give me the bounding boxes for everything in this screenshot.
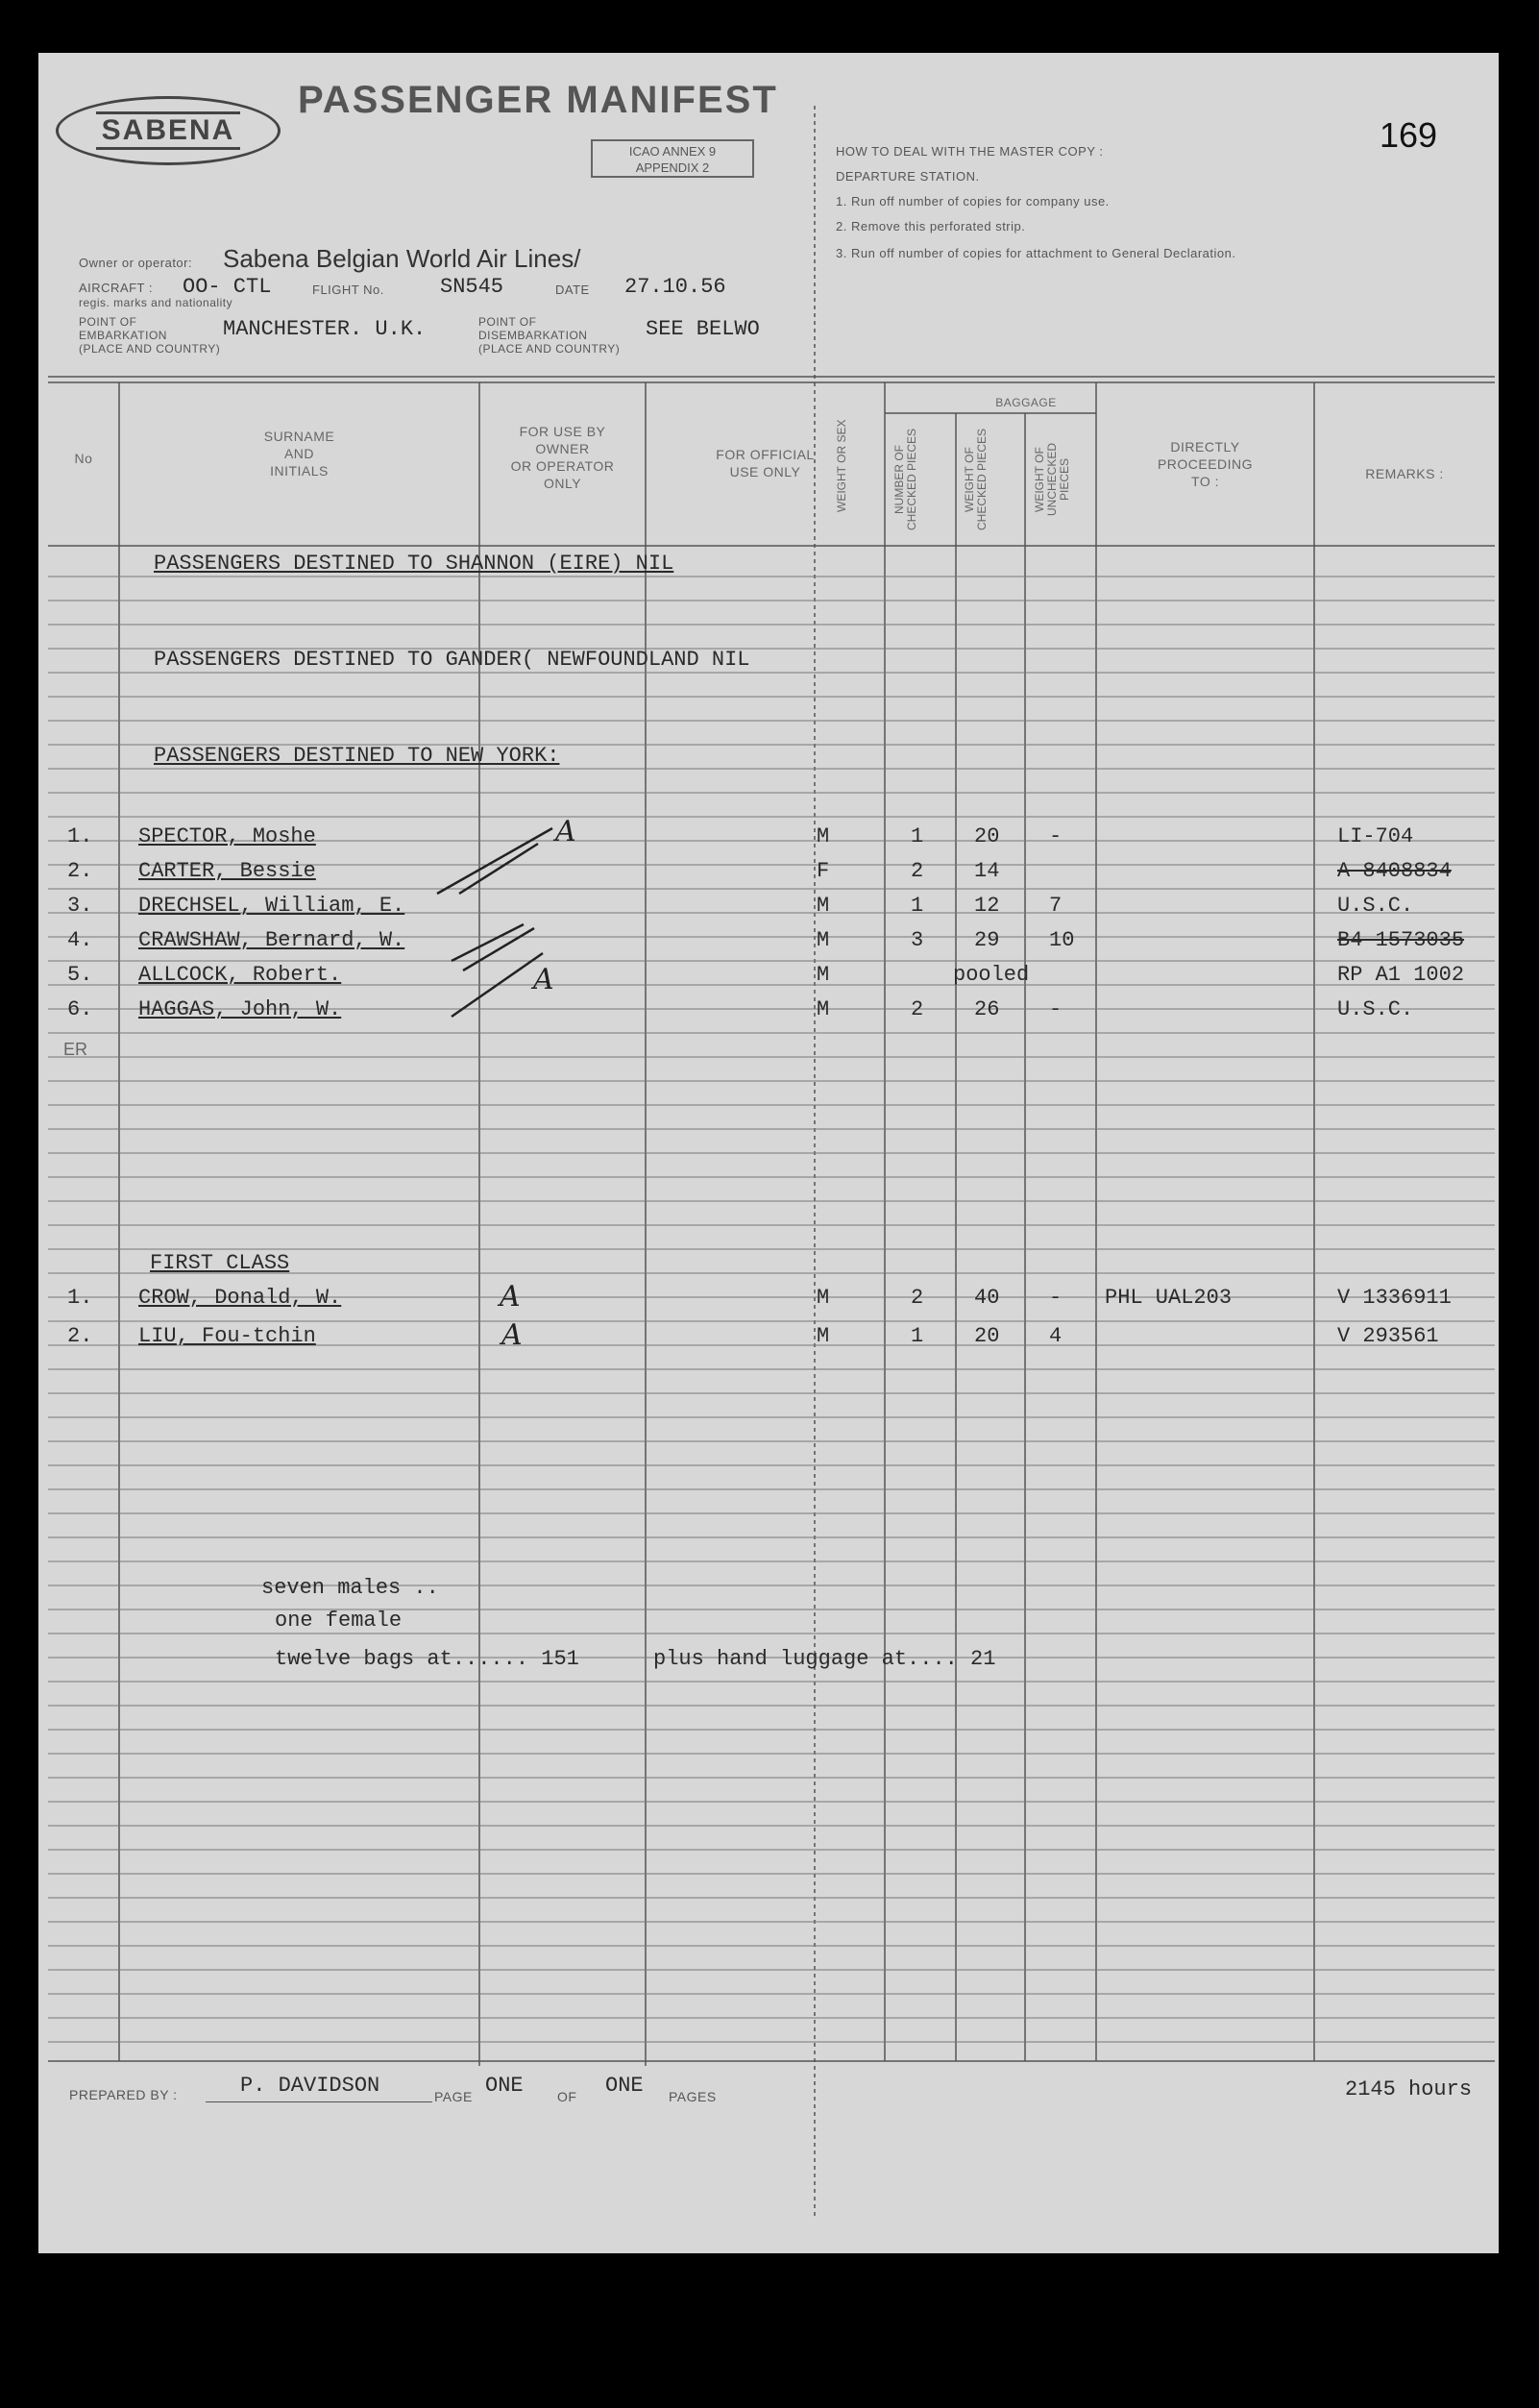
annotation-a-2: A	[533, 963, 554, 996]
cell-no: 3.	[67, 894, 93, 918]
summary-bags: twelve bags at...... 151	[275, 1647, 579, 1671]
col-baggage: BAGGAGE	[995, 396, 1057, 409]
cell-weight: 26	[974, 997, 1000, 1021]
icao-line2: APPENDIX 2	[635, 160, 710, 175]
date-label: DATE	[555, 283, 590, 297]
footer-time: 2145 hours	[1345, 2077, 1473, 2101]
of-value: ONE	[605, 2074, 644, 2098]
cell-name: HAGGAS, John, W.	[138, 997, 342, 1021]
annotation-a-1: A	[555, 815, 576, 848]
cell-no: 5.	[67, 963, 93, 987]
cell-sex: M	[817, 824, 830, 848]
cell-no: 2.	[67, 859, 93, 883]
embark-label1: POINT OF	[79, 315, 137, 329]
disembark-label3: (PLACE AND COUNTRY)	[478, 342, 621, 356]
cell-name: CROW, Donald, W.	[138, 1286, 342, 1310]
cell-name: CARTER, Bessie	[138, 859, 316, 883]
col-unchecked: WEIGHT OF UNCHECKED PIECES	[1033, 443, 1071, 517]
icao-box	[591, 139, 754, 178]
prepared-value: P. DAVIDSON	[240, 2074, 380, 2098]
cell-weight: 12	[974, 894, 1000, 918]
cell-weight: 29	[974, 928, 1000, 952]
cell-sex: F	[817, 859, 830, 883]
instruction-2: 2. Remove this perforated strip.	[836, 219, 1026, 233]
disembark-label1: POINT OF	[478, 315, 537, 329]
section-first-class: FIRST CLASS	[150, 1251, 290, 1275]
col-proceeding-2: PROCEEDING	[1157, 456, 1254, 472]
cell-name: CRAWSHAW, Bernard, W.	[138, 928, 405, 952]
col-surname-3: INITIALS	[270, 463, 329, 479]
cell-pieces: pooled	[953, 963, 1030, 987]
cell-weight: 20	[974, 1324, 1000, 1348]
instruction-3: 3. Run off number of copies for attachment to General Declaration.	[836, 246, 1236, 260]
cell-unchecked: 10	[1049, 928, 1075, 952]
cell-no: 4.	[67, 928, 93, 952]
cell-pieces: 2	[911, 997, 924, 1021]
summary-hand-luggage: plus hand luggage at.... 21	[653, 1647, 996, 1671]
cell-weight: 40	[974, 1286, 1000, 1310]
pages-label: PAGES	[669, 2089, 717, 2104]
cell-unchecked: -	[1049, 824, 1063, 848]
col-proceeding-3: TO :	[1191, 474, 1219, 489]
cell-no: 6.	[67, 997, 93, 1021]
cell-no: 1.	[67, 824, 93, 848]
icao-line1: ICAO ANNEX 9	[628, 144, 717, 159]
page-value: ONE	[485, 2074, 524, 2098]
stray-mark: ER	[63, 1040, 88, 1059]
cell-name: DRECHSEL, William, E.	[138, 894, 405, 918]
col-proceeding-1: DIRECTLY	[1170, 439, 1240, 455]
cell-remarks: LI-704	[1337, 824, 1414, 848]
cell-weight: 14	[974, 859, 1000, 883]
embark-label2: EMBARKATION	[79, 329, 167, 342]
col-owner-1: FOR USE BY	[519, 424, 606, 439]
cell-proceeding: PHL UAL203	[1105, 1286, 1233, 1310]
prepared-label: PREPARED BY :	[69, 2087, 178, 2102]
cell-sex: M	[817, 997, 830, 1021]
flight-label: FLIGHT No.	[312, 283, 384, 297]
document-title: PASSENGER MANIFEST	[298, 79, 778, 121]
cell-unchecked: -	[1049, 997, 1063, 1021]
sabena-logo: SABENA	[56, 96, 281, 165]
col-owner-3: OR OPERATOR	[510, 458, 615, 474]
embark-label3: (PLACE AND COUNTRY)	[79, 342, 221, 356]
instruction-1: 1. Run off number of copies for company use.	[836, 194, 1110, 209]
cell-pieces: 1	[911, 894, 924, 918]
col-proceeding	[1096, 438, 1314, 490]
cell-pieces: 2	[911, 859, 924, 883]
cell-pieces: 2	[911, 1286, 924, 1310]
master-copy-title: HOW TO DEAL WITH THE MASTER COPY :	[836, 144, 1104, 159]
col-official-1: FOR OFFICIAL	[716, 447, 815, 462]
col-checked-pieces: NUMBER OF CHECKED PIECES	[892, 428, 918, 531]
col-owner-4: ONLY	[543, 476, 582, 491]
disembark-label2: DISEMBARKATION	[478, 329, 588, 342]
col-no: No	[74, 451, 93, 466]
section-shannon: PASSENGERS DESTINED TO SHANNON (EIRE) NIL	[154, 552, 674, 576]
aircraft-value: OO- CTL	[183, 275, 272, 299]
cell-unchecked: 7	[1049, 894, 1063, 918]
col-checked-weight: WEIGHT OF CHECKED PIECES	[963, 428, 989, 531]
cell-remarks: U.S.C.	[1337, 894, 1414, 918]
cell-sex: M	[817, 928, 830, 952]
cell-remarks: U.S.C.	[1337, 997, 1414, 1021]
cell-pieces: 1	[911, 1324, 924, 1348]
cell-remarks: RP A1 1002	[1337, 963, 1465, 987]
departure-station: DEPARTURE STATION.	[836, 169, 980, 184]
cell-sex: M	[817, 894, 830, 918]
cell-name: SPECTOR, Moshe	[138, 824, 316, 848]
cell-name: ALLCOCK, Robert.	[138, 963, 342, 987]
prepared-line	[206, 2101, 432, 2102]
cell-pieces: 3	[911, 928, 924, 952]
cell-sex: M	[817, 963, 830, 987]
col-owner-2: OWNER	[535, 441, 590, 456]
page-label: PAGE	[434, 2089, 473, 2104]
aircraft-sub: regis. marks and nationality	[79, 296, 233, 309]
section-newyork: PASSENGERS DESTINED TO NEW YORK:	[154, 744, 560, 768]
embark-value: MANCHESTER. U.K.	[223, 317, 427, 341]
summary-males: seven males ..	[261, 1576, 439, 1600]
aircraft-label: AIRCRAFT :	[79, 281, 153, 295]
cell-sex: M	[817, 1324, 830, 1348]
cell-weight: 20	[974, 824, 1000, 848]
disembark-value: SEE BELWO	[646, 317, 760, 341]
col-surname-1: SURNAME	[263, 429, 335, 444]
col-owner	[479, 423, 646, 492]
col-official-2: USE ONLY	[729, 464, 801, 479]
col-surname-2: AND	[283, 446, 315, 461]
cell-pieces: 1	[911, 824, 924, 848]
section-gander: PASSENGERS DESTINED TO GANDER( NEWFOUNDLAND NIL	[154, 648, 750, 672]
col-weight-sex: WEIGHT OR SEX	[835, 419, 848, 513]
col-surname	[119, 428, 479, 479]
cell-unchecked: -	[1049, 1286, 1063, 1310]
cell-no: 2.	[67, 1324, 93, 1348]
cell-no: 1.	[67, 1286, 93, 1310]
cell-remarks: B4 1573035	[1337, 928, 1465, 952]
annotation-a-4: A	[501, 1318, 523, 1352]
cell-remarks: V 1336911	[1337, 1286, 1452, 1310]
cell-sex: M	[817, 1286, 830, 1310]
operator-label: Owner or operator:	[79, 256, 193, 270]
cell-unchecked: 4	[1049, 1324, 1063, 1348]
cell-remarks: A 8408834	[1337, 859, 1452, 883]
cell-remarks: V 293561	[1337, 1324, 1439, 1348]
cell-name: LIU, Fou-tchin	[138, 1324, 316, 1348]
of-label: OF	[557, 2089, 577, 2104]
flight-value: SN545	[440, 275, 504, 299]
date-value: 27.10.56	[624, 275, 726, 299]
summary-female: one female	[275, 1609, 403, 1633]
annotation-a-3: A	[500, 1280, 521, 1314]
col-remarks: REMARKS :	[1365, 466, 1444, 481]
page-number: 169	[1380, 115, 1438, 155]
operator-value: Sabena Belgian World Air Lines/	[223, 244, 581, 273]
